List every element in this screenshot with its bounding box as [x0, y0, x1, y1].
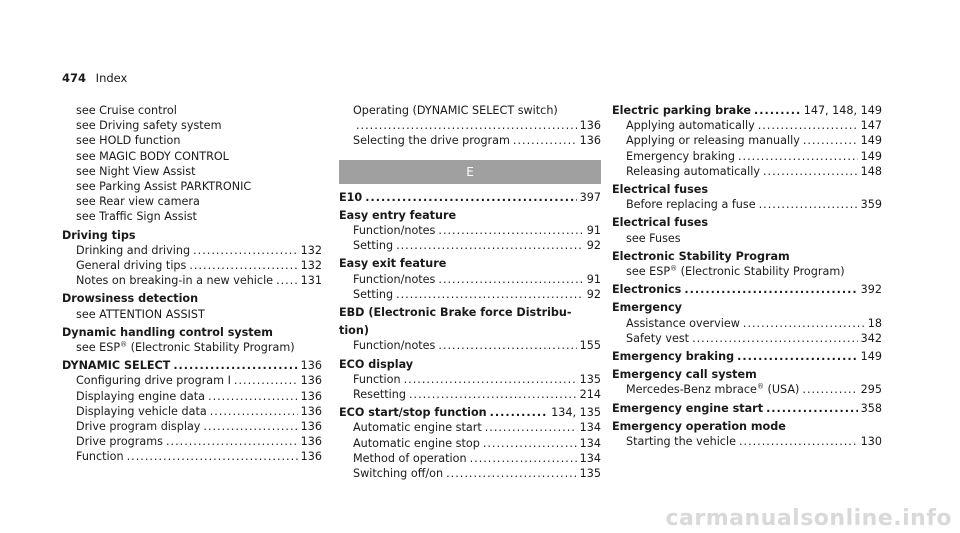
page-ref: 130 — [860, 435, 882, 449]
entry-text: Starting the vehicle — [626, 435, 736, 449]
page-number: 474 — [62, 71, 87, 85]
page-ref: 149 — [860, 149, 882, 163]
leader-dots — [738, 149, 858, 164]
page-ref: 18 — [867, 316, 882, 330]
index-column-3 — [612, 103, 882, 449]
leader-dots — [739, 434, 858, 449]
page-ref: 359 — [860, 198, 882, 212]
page-ref: 92 — [586, 239, 601, 253]
entry-text: Emergency braking — [612, 350, 735, 364]
entry-text: Displaying engine data — [76, 389, 206, 403]
leader-dots — [766, 401, 858, 416]
entry-text: see Traffic Sign Assist — [76, 210, 197, 224]
entry-text: Drowsiness detection — [62, 292, 199, 306]
index-subentry — [62, 103, 322, 118]
section-letter-bar — [339, 160, 601, 184]
page-ref: 135 — [579, 467, 601, 481]
leader-dots — [758, 118, 858, 133]
index-subentry — [62, 449, 322, 464]
index-subentry — [62, 389, 322, 404]
entry-text: see Night View Assist — [76, 164, 196, 178]
page-ref: 134, 135 — [551, 406, 601, 420]
leader-dots — [470, 451, 577, 466]
entry-text: Automatic engine stop — [353, 436, 480, 450]
leader-dots — [203, 419, 297, 434]
page-ref: 136 — [300, 374, 322, 388]
entry-text: Function/notes — [353, 272, 436, 286]
page-ref: 147, 148, 149 — [803, 104, 882, 117]
index-subentry — [339, 133, 601, 148]
index-subentry — [339, 372, 601, 387]
entry-text: Easy entry feature — [339, 208, 457, 222]
entry-text: Safety vest — [626, 331, 690, 345]
index-heading — [612, 300, 882, 315]
leader-dots — [409, 387, 577, 402]
entry-text: Switching off/on — [353, 467, 444, 481]
index-heading — [62, 325, 322, 340]
page-ref: 136 — [300, 389, 322, 403]
leader-dots — [483, 436, 577, 451]
page-ref: 136 — [300, 435, 322, 449]
entry-text: Selecting the drive program — [353, 134, 510, 148]
index-subentry — [62, 419, 322, 434]
index-heading — [612, 249, 882, 264]
page-ref: 91 — [586, 224, 601, 238]
page-ref: 148 — [860, 164, 882, 178]
index-heading — [612, 349, 882, 364]
index-subentry — [612, 331, 882, 346]
entry-text: Emergency — [612, 301, 682, 315]
index-subentry — [339, 466, 601, 481]
index-heading — [612, 401, 882, 416]
entry-text: Assistance overview — [626, 316, 740, 330]
entry-text: Drive program display — [76, 420, 201, 434]
index-subentry — [62, 258, 322, 273]
leader-dots — [210, 404, 298, 419]
page-ref: 131 — [300, 274, 322, 288]
index-column-1 — [62, 103, 322, 465]
page-title: Index — [95, 71, 128, 85]
entry-text: Method of operation — [353, 451, 467, 465]
entry-text: see Fuses — [626, 231, 681, 245]
entry-text: ECO display — [339, 357, 414, 371]
entry-text: see HOLD function — [76, 134, 181, 148]
entry-text: Emergency call system — [612, 368, 757, 382]
leader-dots — [684, 282, 857, 297]
leader-dots — [743, 316, 865, 331]
leader-dots — [692, 331, 858, 346]
index-heading — [339, 405, 601, 420]
leader-dots — [234, 373, 298, 388]
index-heading — [62, 358, 322, 373]
entry-text: tion) — [339, 324, 369, 338]
index-subentry — [62, 243, 322, 258]
entry-text: Function/notes — [353, 224, 436, 238]
entry-text: Driving tips — [62, 228, 136, 242]
entry-text: Emergency braking — [626, 149, 735, 163]
entry-text: see Cruise control — [76, 104, 177, 117]
entry-text: Operating (DYNAMIC SELECT switch) — [353, 104, 558, 117]
index-subentry — [339, 387, 601, 402]
page-ref: 392 — [860, 283, 882, 297]
index-subentry — [62, 133, 322, 148]
page-ref: 91 — [586, 272, 601, 286]
page-ref: 358 — [860, 401, 882, 415]
page-ref: 397 — [579, 190, 601, 204]
entry-text: see Driving safety system — [76, 119, 222, 133]
entry-text-part: Mercedes-Benz mbrace — [626, 383, 757, 397]
page-ref: 136 — [579, 134, 601, 148]
entry-text: Electronics — [612, 283, 682, 297]
watermark: carmanualsonline.info — [665, 506, 952, 531]
entry-text: Electrical fuses — [612, 216, 709, 230]
entry-text: Automatic engine start — [353, 421, 482, 435]
index-subentry — [612, 316, 882, 331]
entry-text: Emergency operation mode — [612, 419, 786, 433]
leader-dots — [365, 190, 576, 205]
page-ref: 134 — [579, 436, 601, 450]
index-subentry — [612, 118, 882, 133]
page-ref: 136 — [300, 450, 322, 464]
leader-dots — [803, 133, 858, 148]
entry-text-part: see ESP — [626, 265, 671, 279]
index-subentry — [62, 149, 322, 164]
entry-text: General driving tips — [76, 259, 187, 273]
index-subentry — [339, 287, 601, 302]
entry-text: Drinking and driving — [76, 243, 191, 257]
index-subentry — [612, 164, 882, 179]
section-letter: E — [466, 164, 474, 179]
page-ref: 149 — [860, 350, 882, 364]
entry-text: Function/notes — [353, 339, 436, 353]
page-ref: 132 — [300, 243, 322, 257]
page-ref: 136 — [300, 359, 322, 373]
entry-text: Before replacing a fuse — [626, 198, 756, 212]
entry-text — [626, 382, 799, 397]
index-subentry — [62, 273, 322, 288]
index-subentry — [62, 340, 322, 355]
index-subentry — [339, 420, 601, 435]
leader-dots — [802, 382, 857, 397]
entry-text: Drive programs — [76, 435, 163, 449]
index-subentry — [612, 149, 882, 164]
index-subentry — [339, 451, 601, 466]
registered-mark: ® — [756, 382, 764, 391]
index-heading — [339, 208, 601, 223]
index-subentry — [339, 238, 601, 253]
entry-text: Setting — [353, 287, 394, 301]
entry-text: Dynamic handling control system — [62, 325, 273, 339]
index-subentry — [339, 272, 601, 287]
index-subentry — [339, 118, 601, 133]
index-heading — [612, 419, 882, 434]
entry-text: Applying automatically — [626, 119, 755, 133]
entry-text: E10 — [339, 190, 363, 204]
entry-text: Function — [353, 372, 401, 386]
leader-dots — [173, 358, 297, 373]
page-ref: 134 — [579, 421, 601, 435]
page-ref: 92 — [586, 287, 601, 301]
entry-text: Easy exit feature — [339, 257, 447, 271]
leader-dots — [763, 164, 858, 179]
index-heading — [62, 228, 322, 243]
index-subentry — [62, 434, 322, 449]
entry-text: Setting — [353, 239, 394, 253]
leader-dots — [438, 223, 583, 238]
index-heading — [612, 282, 882, 297]
leader-dots — [759, 197, 858, 212]
leader-dots — [404, 372, 577, 387]
index-heading — [612, 367, 882, 382]
page-ref: 136 — [579, 119, 601, 133]
page-ref: 136 — [300, 404, 322, 418]
index-subentry — [612, 434, 882, 449]
leader-dots — [490, 405, 549, 420]
entry-text: Applying or releasing manually — [626, 134, 800, 148]
page-ref: 342 — [860, 331, 882, 345]
entry-text: ECO start/stop function — [339, 406, 487, 420]
leader-dots — [754, 103, 801, 118]
leader-dots — [356, 118, 577, 133]
entry-text: Releasing automatically — [626, 164, 760, 178]
index-subentry — [62, 164, 322, 179]
page-ref: 132 — [300, 259, 322, 273]
leader-dots — [446, 466, 577, 481]
page-ref: 214 — [579, 388, 601, 402]
index-subentry — [62, 404, 322, 419]
index-subentry — [339, 223, 601, 238]
page-ref: 295 — [860, 383, 882, 397]
index-heading — [339, 305, 601, 320]
entry-text — [76, 340, 295, 355]
entry-text: Configuring drive program I — [76, 374, 231, 388]
entry-text: Emergency engine start — [612, 401, 764, 415]
entry-text: see ATTENTION ASSIST — [76, 307, 205, 321]
index-subentry — [62, 179, 322, 194]
index-heading — [339, 190, 601, 205]
leader-dots — [127, 449, 298, 464]
index-heading — [612, 182, 882, 197]
leader-dots — [193, 243, 298, 258]
entry-text — [626, 264, 845, 279]
index-subentry — [62, 373, 322, 388]
index-subentry — [612, 197, 882, 212]
entry-text-part: see ESP — [76, 341, 121, 355]
leader-dots — [513, 133, 577, 148]
leader-dots — [396, 287, 584, 302]
index-subentry — [62, 209, 322, 224]
index-subentry — [62, 194, 322, 209]
entry-text: EBD (Electronic Brake force Distribu- — [339, 306, 572, 320]
entry-text: Notes on breaking-in a new vehicle — [76, 274, 274, 288]
index-heading — [612, 215, 882, 230]
leader-dots — [438, 338, 576, 353]
page-ref: 136 — [300, 420, 322, 434]
index-subentry — [612, 264, 882, 279]
entry-text: DYNAMIC SELECT — [62, 359, 171, 373]
entry-text: see Rear view camera — [76, 195, 200, 209]
registered-mark: ® — [670, 264, 678, 273]
leader-dots — [438, 272, 583, 287]
leader-dots — [166, 434, 298, 449]
entry-text-part: (Electronic Stability Program) — [127, 341, 295, 355]
leader-dots — [485, 420, 577, 435]
entry-text-part: (Electronic Stability Program) — [677, 265, 845, 279]
index-subentry — [612, 231, 882, 246]
index-heading — [339, 357, 601, 372]
index-subentry — [612, 382, 882, 397]
leader-dots — [396, 238, 584, 253]
entry-text: Resetting — [353, 388, 406, 402]
index-subentry — [62, 307, 322, 322]
index-heading — [62, 291, 322, 306]
page-ref: 134 — [579, 451, 601, 465]
leader-dots — [208, 389, 298, 404]
entry-text: Displaying vehicle data — [76, 404, 207, 418]
entry-text: see Parking Assist PARKTRONIC — [76, 180, 252, 194]
index-subentry — [62, 118, 322, 133]
entry-text: see MAGIC BODY CONTROL — [76, 149, 229, 163]
entry-text-part: (USA) — [763, 383, 800, 397]
entry-text: Function — [76, 450, 124, 464]
index-subentry — [612, 133, 882, 148]
index-subentry — [339, 103, 601, 118]
leader-dots — [276, 273, 298, 288]
index-heading — [612, 103, 882, 118]
registered-mark: ® — [120, 340, 128, 349]
index-heading — [339, 323, 601, 338]
entry-text: Electric parking brake — [612, 104, 751, 117]
index-subentry — [339, 338, 601, 353]
index-subentry — [339, 436, 601, 451]
index-heading — [339, 256, 601, 271]
page-ref: 147 — [860, 119, 882, 133]
page-ref: 135 — [579, 372, 601, 386]
entry-text: Electrical fuses — [612, 183, 709, 197]
leader-dots — [737, 349, 858, 364]
page-header — [62, 71, 127, 85]
page-ref: 155 — [579, 339, 601, 353]
leader-dots — [189, 258, 297, 273]
page-ref: 149 — [860, 134, 882, 148]
entry-text: Electronic Stability Program — [612, 249, 790, 263]
index-column-2 — [339, 103, 601, 481]
